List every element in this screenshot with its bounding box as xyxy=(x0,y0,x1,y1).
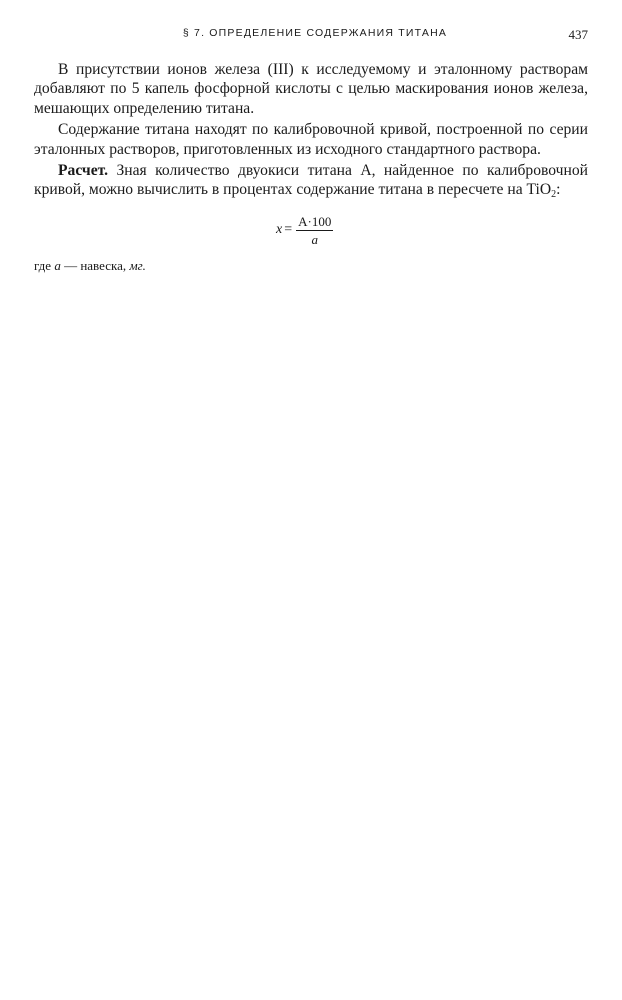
page-number: 437 xyxy=(568,27,588,42)
paragraph-calibration: Содержание титана находят по калибровочной кривой, построенной по серии эталонных растворов, приготовленных из исходного стандартного раствора. xyxy=(34,121,588,158)
formula-equals: = xyxy=(284,222,293,237)
calculation-label: Расчет. xyxy=(58,162,109,180)
where-symbol: a xyxy=(54,258,61,273)
calculation-text: Зная количество двуокиси титана А, найденное по калибровочной кривой, можно вычислить в процентах содержание титана в пересчете на TiO xyxy=(34,162,588,199)
formula-fraction xyxy=(296,214,333,247)
formula-denominator: a xyxy=(311,231,318,247)
formula xyxy=(276,212,333,248)
running-title: § 7. ОПРЕДЕЛЕНИЕ СОДЕРЖАНИЯ ТИТАНА xyxy=(182,27,448,39)
paragraph-iron-masking: В присутствии ионов железа (III) к исследуемому и эталонному растворам добавляют по 5 капель фосфорной кислоты с целью маскирования ионов железа, мешающих определению титана. xyxy=(34,61,588,117)
paragraph-calculation xyxy=(34,161,588,200)
calculation-colon: : xyxy=(556,181,561,199)
where-description: — навеска, xyxy=(64,258,127,273)
formula-numerator: A·100 xyxy=(298,213,332,229)
body-text xyxy=(34,60,588,200)
where-line xyxy=(34,258,146,274)
tio2-subscript: 2 xyxy=(551,189,557,201)
formula-variable: x xyxy=(276,222,283,237)
where-prefix: где xyxy=(34,258,52,273)
where-unit: мг. xyxy=(129,258,146,273)
running-head xyxy=(34,27,588,47)
